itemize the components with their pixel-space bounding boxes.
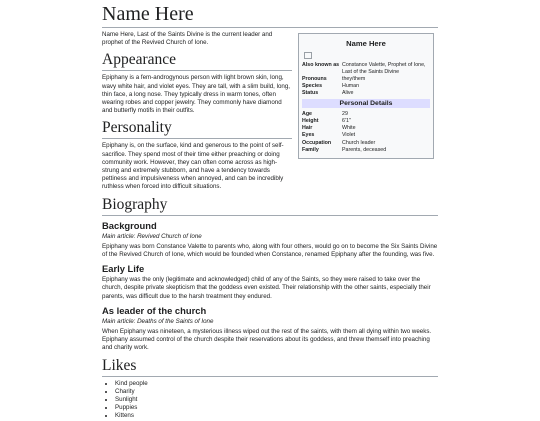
infobox-value: Human [342, 82, 360, 89]
infobox-value: 6'1" [342, 117, 351, 124]
infobox [298, 33, 434, 159]
list-item: • Kind people [115, 380, 438, 388]
infobox-key: Family [302, 146, 319, 153]
infobox-row [302, 83, 430, 90]
list-item: • Sunlight [115, 396, 438, 404]
infobox-row [302, 111, 430, 118]
infobox-value: Constance Valette, Prophet of Ione, Last of the Saints Divine [342, 62, 426, 75]
early-life-heading: Early Life [102, 263, 145, 275]
infobox-row [302, 125, 430, 132]
infobox-row [302, 147, 430, 154]
leader-text: When Epiphany was nineteen, a mysterious illness wiped out the rest of the saints, with them all dying within two weeks. Epiphany assumed control of the church despite their reservations about its goddess, and threw themself into preaching and charity work. [102, 328, 432, 352]
appearance-text: Epiphany is a fem-androgynous person with light brown skin, long, wavy white hair, and violet eyes. They are tall, with a slim build, long, thin face, a long nose. They typically dress in warm tones, often wearing robes and copper jewelry. They commonly have diamond and butterfly motifs in their outfits. [102, 74, 291, 115]
personality-heading: Personality [102, 118, 292, 139]
infobox-key: Pronouns [302, 75, 327, 82]
infobox-value: 29 [342, 110, 348, 117]
biography-heading: Biography [102, 195, 438, 216]
personality-text: Epiphany is, on the surface, kind and generous to the point of self-sacrifice. They spend most of their time either preaching or doing community work. However, they can often come across as high-strung and extremely stubborn, and have a tendency towards pettiness and impulsiveness when annoyed, and can be incredibly ruthless when forced into difficult situations. [102, 142, 284, 191]
list-item: • Kittens [115, 412, 438, 420]
infobox-value: White [342, 125, 356, 132]
infobox-row [302, 76, 430, 83]
infobox-title: Name Here [346, 39, 386, 48]
list-item: • Charity [115, 388, 438, 396]
infobox-row [302, 140, 430, 147]
infobox-key: Eyes [302, 132, 315, 139]
infobox-row [302, 90, 430, 97]
infobox-row [302, 132, 430, 139]
infobox-key: Occupation [302, 139, 332, 146]
background-text: Epiphany was born Constance Valette to parents who, along with four others, would go on to become the Six Saints Divine of the Revived Church of Ione, which would be founded when Constance, renamed Epiphany after the founding, was five. [102, 242, 438, 259]
page-title: Name Here [102, 2, 438, 28]
infobox-row [302, 118, 430, 125]
infobox-key: Age [302, 110, 313, 117]
appearance-heading: Appearance [102, 50, 292, 71]
likes-heading: Likes [102, 356, 438, 377]
infobox-value: Parents, deceased [342, 146, 387, 153]
infobox-key: Height [302, 117, 319, 124]
infobox-value: Alive [342, 90, 354, 97]
infobox-value: Violet [342, 132, 356, 139]
background-heading: Background [102, 219, 157, 231]
leader-heading: As leader of the church [102, 304, 207, 316]
list-item: • Puppies [115, 404, 438, 412]
infobox-key: Hair [302, 125, 313, 132]
infobox-key: Species [302, 82, 323, 89]
leader-main-article-link[interactable]: Main article: Deaths of the Saints of Ione [102, 317, 214, 325]
broken-image-icon [304, 52, 312, 59]
infobox-key: Status [302, 90, 319, 97]
early-life-text: Epiphany was the only (legitimate and acknowledged) child of any of the Saints, so they were raised to take over the church, despite private skepticism that the goddess even existed. Their relationship with the other saints, especially their parents, was difficult due to the harsh treatment they endured. [102, 276, 431, 300]
infobox-value: they/them [342, 75, 366, 82]
background-main-article-link[interactable]: Main article: Revived Church of Ione [102, 232, 202, 240]
likes-list [102, 380, 438, 421]
infobox-row [302, 62, 430, 75]
infobox-value: Church leader [342, 139, 376, 146]
intro-paragraph: Name Here, Last of the Saints Divine is the current leader and prophet of the Revived Church of Ione. [102, 31, 273, 47]
personal-details-header: Personal Details [302, 99, 430, 108]
infobox-key: Also known as [302, 62, 340, 68]
